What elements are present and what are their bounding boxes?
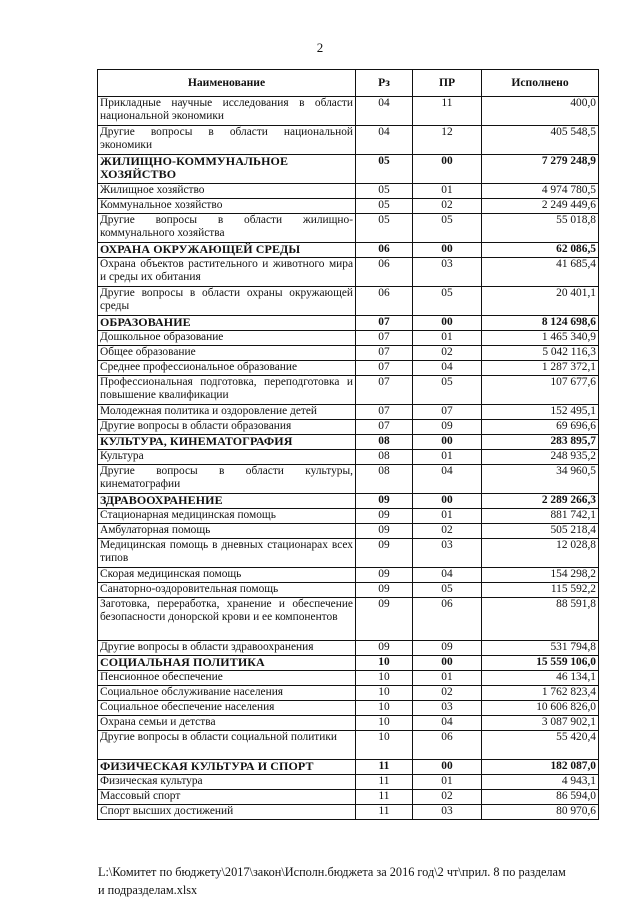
row-pr: 01 bbox=[413, 775, 482, 790]
row-pr: 03 bbox=[413, 701, 482, 716]
row-name: Спорт высших достижений bbox=[98, 805, 356, 820]
row-amount: 46 134,1 bbox=[482, 671, 599, 686]
table-row bbox=[98, 126, 599, 155]
row-rz: 06 bbox=[356, 243, 413, 258]
row-name: ФИЗИЧЕСКАЯ КУЛЬТУРА И СПОРТ bbox=[98, 760, 356, 775]
row-pr: 02 bbox=[413, 686, 482, 701]
section-row bbox=[98, 656, 599, 671]
row-rz: 10 bbox=[356, 686, 413, 701]
row-name: ОХРАНА ОКРУЖАЮЩЕЙ СРЕДЫ bbox=[98, 243, 356, 258]
table-row bbox=[98, 420, 599, 435]
table-row bbox=[98, 465, 599, 494]
row-pr: 00 bbox=[413, 760, 482, 775]
row-name: КУЛЬТУРА, КИНЕМАТОГРАФИЯ bbox=[98, 435, 356, 450]
row-rz: 09 bbox=[356, 583, 413, 598]
table-row bbox=[98, 361, 599, 376]
file-path-footer: L:\Комитет по бюджету\2017\закон\Исполн.бюджета за 2016 год\2 чт\прил. 8 по разделам и подразделам.xlsx bbox=[98, 865, 566, 897]
row-amount: 15 559 106,0 bbox=[482, 656, 599, 671]
row-amount: 283 895,7 bbox=[482, 435, 599, 450]
row-name: Другие вопросы в области жилищно-коммунального хозяйства bbox=[98, 214, 356, 243]
table-body bbox=[98, 97, 599, 820]
table-row bbox=[98, 716, 599, 731]
row-pr: 01 bbox=[413, 509, 482, 524]
row-rz: 08 bbox=[356, 435, 413, 450]
table-row bbox=[98, 214, 599, 243]
row-pr: 05 bbox=[413, 583, 482, 598]
row-pr: 11 bbox=[413, 97, 482, 126]
table-row bbox=[98, 701, 599, 716]
row-amount: 7 279 248,9 bbox=[482, 155, 599, 184]
row-pr: 00 bbox=[413, 243, 482, 258]
row-pr: 06 bbox=[413, 598, 482, 641]
row-amount: 80 970,6 bbox=[482, 805, 599, 820]
row-amount: 4 974 780,5 bbox=[482, 184, 599, 199]
row-rz: 11 bbox=[356, 775, 413, 790]
row-name: Молодежная политика и оздоровление детей bbox=[98, 405, 356, 420]
row-name: Дошкольное образование bbox=[98, 331, 356, 346]
row-pr: 03 bbox=[413, 539, 482, 568]
table-row bbox=[98, 805, 599, 820]
row-amount: 400,0 bbox=[482, 97, 599, 126]
row-name: Другие вопросы в области социальной политики bbox=[98, 731, 356, 760]
table-header-row bbox=[98, 70, 599, 97]
row-name: Социальное обеспечение населения bbox=[98, 701, 356, 716]
row-amount: 5 042 116,3 bbox=[482, 346, 599, 361]
row-rz: 07 bbox=[356, 420, 413, 435]
table-row bbox=[98, 775, 599, 790]
row-name: Массовый спорт bbox=[98, 790, 356, 805]
header-rz: Рз bbox=[356, 70, 413, 97]
row-rz: 08 bbox=[356, 450, 413, 465]
row-amount: 55 018,8 bbox=[482, 214, 599, 243]
table-row bbox=[98, 671, 599, 686]
row-rz: 06 bbox=[356, 258, 413, 287]
row-pr: 03 bbox=[413, 805, 482, 820]
row-pr: 01 bbox=[413, 450, 482, 465]
row-amount: 505 218,4 bbox=[482, 524, 599, 539]
row-pr: 02 bbox=[413, 199, 482, 214]
table-row bbox=[98, 376, 599, 405]
table-row bbox=[98, 539, 599, 568]
row-pr: 00 bbox=[413, 656, 482, 671]
row-name: Стационарная медицинская помощь bbox=[98, 509, 356, 524]
row-amount: 4 943,1 bbox=[482, 775, 599, 790]
row-amount: 405 548,5 bbox=[482, 126, 599, 155]
section-row bbox=[98, 155, 599, 184]
budget-execution-table bbox=[97, 69, 599, 820]
row-pr: 04 bbox=[413, 361, 482, 376]
row-rz: 05 bbox=[356, 155, 413, 184]
row-pr: 01 bbox=[413, 671, 482, 686]
row-rz: 07 bbox=[356, 405, 413, 420]
row-pr: 05 bbox=[413, 376, 482, 405]
row-pr: 00 bbox=[413, 316, 482, 331]
table-row bbox=[98, 583, 599, 598]
page-number: 2 bbox=[316, 40, 324, 55]
row-rz: 07 bbox=[356, 316, 413, 331]
row-pr: 00 bbox=[413, 155, 482, 184]
row-amount: 2 249 449,6 bbox=[482, 199, 599, 214]
row-amount: 34 960,5 bbox=[482, 465, 599, 494]
section-row bbox=[98, 435, 599, 450]
row-rz: 10 bbox=[356, 656, 413, 671]
row-amount: 2 289 266,3 bbox=[482, 494, 599, 509]
header-executed: Исполнено bbox=[482, 70, 599, 97]
section-row bbox=[98, 243, 599, 258]
row-pr: 04 bbox=[413, 716, 482, 731]
section-row bbox=[98, 760, 599, 775]
row-rz: 07 bbox=[356, 346, 413, 361]
row-name: Другие вопросы в области культуры, кинематографии bbox=[98, 465, 356, 494]
row-name: Социальное обслуживание населения bbox=[98, 686, 356, 701]
row-rz: 11 bbox=[356, 805, 413, 820]
row-amount: 881 742,1 bbox=[482, 509, 599, 524]
row-pr: 00 bbox=[413, 435, 482, 450]
row-amount: 107 677,6 bbox=[482, 376, 599, 405]
row-amount: 88 591,8 bbox=[482, 598, 599, 641]
table-row bbox=[98, 331, 599, 346]
row-pr: 01 bbox=[413, 331, 482, 346]
row-pr: 12 bbox=[413, 126, 482, 155]
row-name: Жилищное хозяйство bbox=[98, 184, 356, 199]
section-row bbox=[98, 494, 599, 509]
row-amount: 69 696,6 bbox=[482, 420, 599, 435]
row-name: Общее образование bbox=[98, 346, 356, 361]
row-rz: 04 bbox=[356, 97, 413, 126]
row-name: Коммунальное хозяйство bbox=[98, 199, 356, 214]
table-row bbox=[98, 258, 599, 287]
row-rz: 05 bbox=[356, 184, 413, 199]
row-rz: 09 bbox=[356, 598, 413, 641]
table-row bbox=[98, 287, 599, 316]
row-rz: 05 bbox=[356, 214, 413, 243]
row-pr: 02 bbox=[413, 524, 482, 539]
table-row bbox=[98, 199, 599, 214]
row-name: Другие вопросы в области здравоохранения bbox=[98, 641, 356, 656]
row-name: Заготовка, переработка, хранение и обеспечение безопасности донорской крови и ее компонентов bbox=[98, 598, 356, 641]
row-pr: 01 bbox=[413, 184, 482, 199]
table-row bbox=[98, 524, 599, 539]
table-row bbox=[98, 731, 599, 760]
row-pr: 09 bbox=[413, 641, 482, 656]
row-name: Медицинская помощь в дневных стационарах всех типов bbox=[98, 539, 356, 568]
row-amount: 182 087,0 bbox=[482, 760, 599, 775]
row-rz: 09 bbox=[356, 524, 413, 539]
row-amount: 152 495,1 bbox=[482, 405, 599, 420]
row-amount: 531 794,8 bbox=[482, 641, 599, 656]
row-pr: 06 bbox=[413, 731, 482, 760]
row-amount: 154 298,2 bbox=[482, 568, 599, 583]
row-amount: 248 935,2 bbox=[482, 450, 599, 465]
row-name: Амбулаторная помощь bbox=[98, 524, 356, 539]
row-pr: 04 bbox=[413, 465, 482, 494]
row-rz: 04 bbox=[356, 126, 413, 155]
row-rz: 11 bbox=[356, 790, 413, 805]
row-amount: 41 685,4 bbox=[482, 258, 599, 287]
row-rz: 09 bbox=[356, 509, 413, 524]
row-rz: 09 bbox=[356, 641, 413, 656]
row-name: Профессиональная подготовка, переподготовка и повышение квалификации bbox=[98, 376, 356, 405]
row-amount: 3 087 902,1 bbox=[482, 716, 599, 731]
row-amount: 115 592,2 bbox=[482, 583, 599, 598]
row-rz: 09 bbox=[356, 494, 413, 509]
section-row bbox=[98, 316, 599, 331]
table-row bbox=[98, 450, 599, 465]
table-row bbox=[98, 184, 599, 199]
row-rz: 09 bbox=[356, 539, 413, 568]
row-name: Санаторно-оздоровительная помощь bbox=[98, 583, 356, 598]
row-rz: 10 bbox=[356, 731, 413, 760]
row-amount: 62 086,5 bbox=[482, 243, 599, 258]
row-rz: 11 bbox=[356, 760, 413, 775]
row-name: Другие вопросы в области образования bbox=[98, 420, 356, 435]
row-pr: 07 bbox=[413, 405, 482, 420]
table-row bbox=[98, 405, 599, 420]
table-row bbox=[98, 346, 599, 361]
header-pr: ПР bbox=[413, 70, 482, 97]
row-amount: 10 606 826,0 bbox=[482, 701, 599, 716]
row-pr: 02 bbox=[413, 790, 482, 805]
table-row bbox=[98, 641, 599, 656]
header-name: Наименование bbox=[98, 70, 356, 97]
row-pr: 05 bbox=[413, 287, 482, 316]
row-rz: 10 bbox=[356, 671, 413, 686]
row-name: Охрана семьи и детства bbox=[98, 716, 356, 731]
row-name: ОБРАЗОВАНИЕ bbox=[98, 316, 356, 331]
row-name: Физическая культура bbox=[98, 775, 356, 790]
row-rz: 09 bbox=[356, 568, 413, 583]
row-pr: 09 bbox=[413, 420, 482, 435]
row-name: СОЦИАЛЬНАЯ ПОЛИТИКА bbox=[98, 656, 356, 671]
row-name: ЗДРАВООХРАНЕНИЕ bbox=[98, 494, 356, 509]
row-rz: 10 bbox=[356, 716, 413, 731]
table-row bbox=[98, 598, 599, 641]
row-amount: 8 124 698,6 bbox=[482, 316, 599, 331]
row-name: Среднее профессиональное образование bbox=[98, 361, 356, 376]
row-rz: 08 bbox=[356, 465, 413, 494]
row-rz: 07 bbox=[356, 376, 413, 405]
row-pr: 02 bbox=[413, 346, 482, 361]
row-name: Прикладные научные исследования в области национальной экономики bbox=[98, 97, 356, 126]
row-pr: 05 bbox=[413, 214, 482, 243]
row-pr: 03 bbox=[413, 258, 482, 287]
row-amount: 86 594,0 bbox=[482, 790, 599, 805]
row-pr: 00 bbox=[413, 494, 482, 509]
table-row bbox=[98, 509, 599, 524]
row-rz: 07 bbox=[356, 361, 413, 376]
row-amount: 55 420,4 bbox=[482, 731, 599, 760]
row-amount: 1 287 372,1 bbox=[482, 361, 599, 376]
table-row bbox=[98, 686, 599, 701]
row-name: Культура bbox=[98, 450, 356, 465]
row-amount: 12 028,8 bbox=[482, 539, 599, 568]
row-amount: 1 762 823,4 bbox=[482, 686, 599, 701]
row-amount: 1 465 340,9 bbox=[482, 331, 599, 346]
row-pr: 04 bbox=[413, 568, 482, 583]
table-row bbox=[98, 97, 599, 126]
table-row bbox=[98, 568, 599, 583]
row-name: ЖИЛИЩНО-КОММУНАЛЬНОЕ ХОЗЯЙСТВО bbox=[98, 155, 356, 184]
row-name: Скорая медицинская помощь bbox=[98, 568, 356, 583]
row-name: Охрана объектов растительного и животного мира и среды их обитания bbox=[98, 258, 356, 287]
row-name: Другие вопросы в области национальной экономики bbox=[98, 126, 356, 155]
row-name: Другие вопросы в области охраны окружающей среды bbox=[98, 287, 356, 316]
row-rz: 10 bbox=[356, 701, 413, 716]
row-name: Пенсионное обеспечение bbox=[98, 671, 356, 686]
row-rz: 07 bbox=[356, 331, 413, 346]
row-amount: 20 401,1 bbox=[482, 287, 599, 316]
row-rz: 06 bbox=[356, 287, 413, 316]
row-rz: 05 bbox=[356, 199, 413, 214]
table-row bbox=[98, 790, 599, 805]
